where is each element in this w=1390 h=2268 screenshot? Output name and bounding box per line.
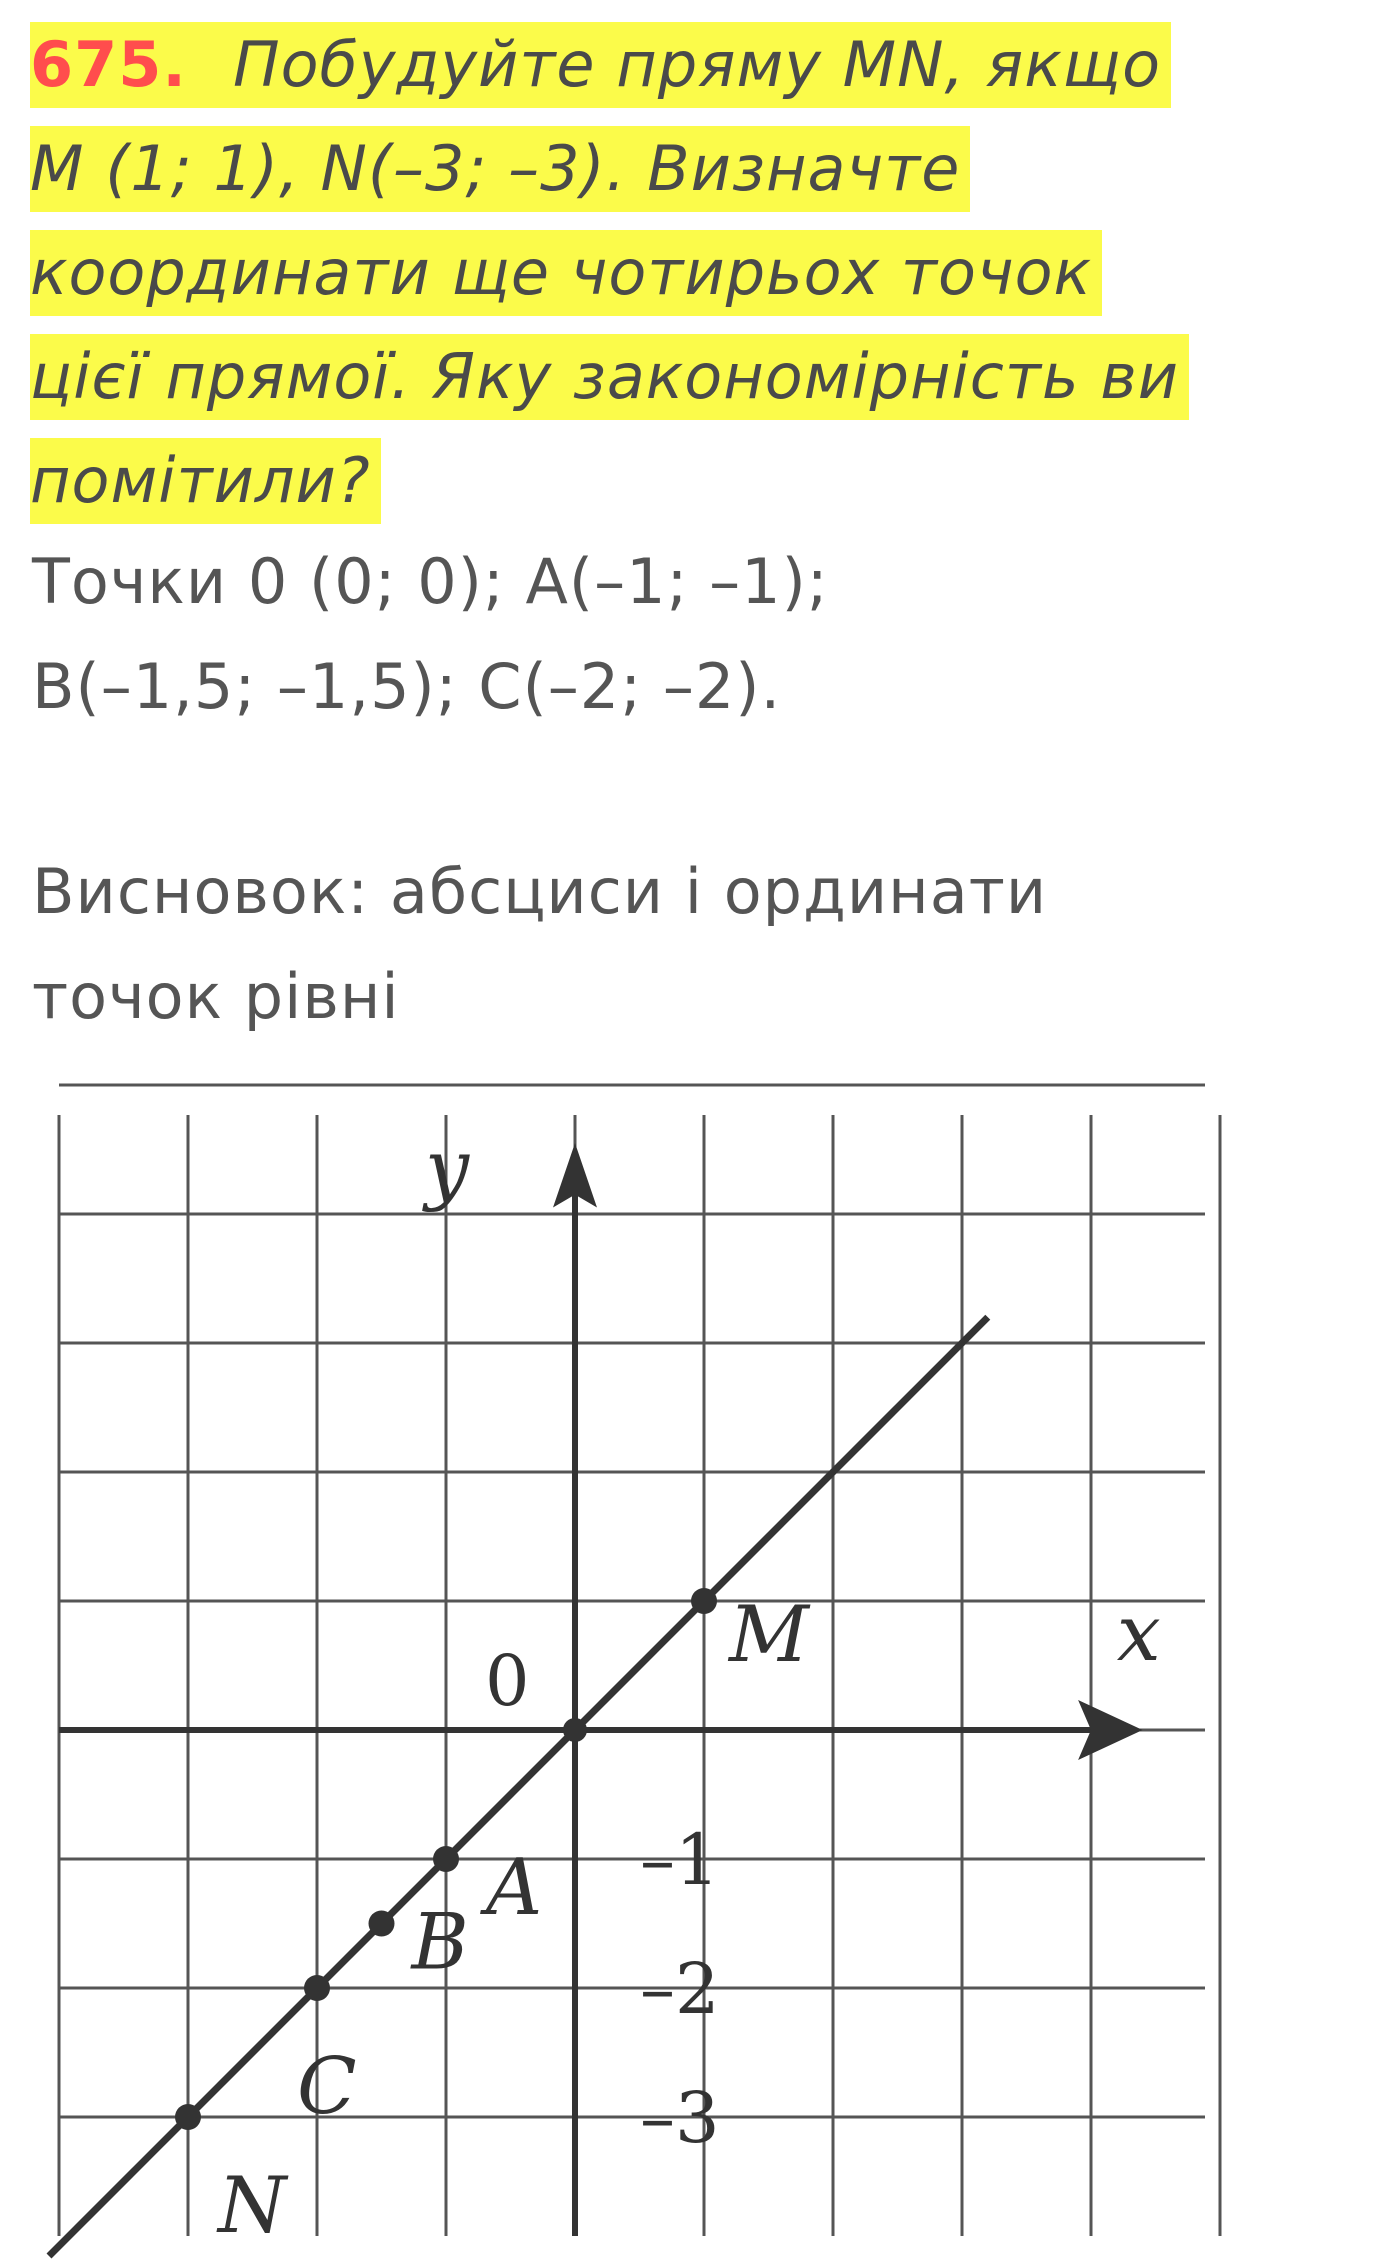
- y-tick-label: –2: [640, 1948, 720, 2030]
- task-text-5: помітили?: [30, 444, 371, 517]
- y-axis-label: y: [425, 1123, 470, 1214]
- conclusion-line-2: точок рівні: [32, 960, 400, 1033]
- axes: [59, 1143, 1143, 2236]
- answer-points-line-2: B(–1,5; –1,5); C(–2; –2).: [32, 650, 782, 723]
- task-text-3: координати ще чотирьох точок: [30, 236, 1092, 309]
- coordinate-graph: [0, 1040, 1390, 2268]
- point-a: [433, 1846, 459, 1872]
- task-line-4: [30, 334, 1189, 420]
- point-n: [175, 2104, 201, 2130]
- origin-label: 0: [485, 1640, 530, 1722]
- point-label-m: M: [729, 1590, 809, 1680]
- point-c: [304, 1975, 330, 2001]
- grid: [59, 1085, 1220, 2236]
- point-label-c: C: [297, 2042, 357, 2132]
- task-text-1: Побудуйте пряму MN, якщо: [232, 28, 1162, 101]
- task-text-2: M (1; 1), N(–3; –3). Визначте: [30, 132, 961, 205]
- point-label-b: B: [411, 1897, 469, 1988]
- y-tick-label: –3: [640, 2077, 720, 2159]
- point-b: [369, 1911, 395, 1937]
- point-m: [691, 1588, 717, 1614]
- point-label-a: A: [486, 1843, 543, 1933]
- task-number: 675.: [30, 28, 187, 101]
- task-text-4: цієї прямої. Яку закономірність ви: [30, 340, 1180, 413]
- point-origin: [563, 1718, 587, 1742]
- answer-points-line-1: Точки 0 (0; 0); A(–1; –1);: [32, 545, 829, 618]
- conclusion-line-1: Висновок: абсциси і ординати: [32, 855, 1048, 928]
- task-line-5: [30, 438, 381, 524]
- point-label-n: N: [218, 2161, 287, 2251]
- task-line-1: [30, 22, 1171, 108]
- task-line-3: [30, 230, 1102, 316]
- x-axis-label: x: [1116, 1589, 1161, 1679]
- task-line-2: [30, 126, 970, 212]
- labels: [216, 1124, 1161, 2251]
- y-tick-label: –1: [640, 1819, 720, 1901]
